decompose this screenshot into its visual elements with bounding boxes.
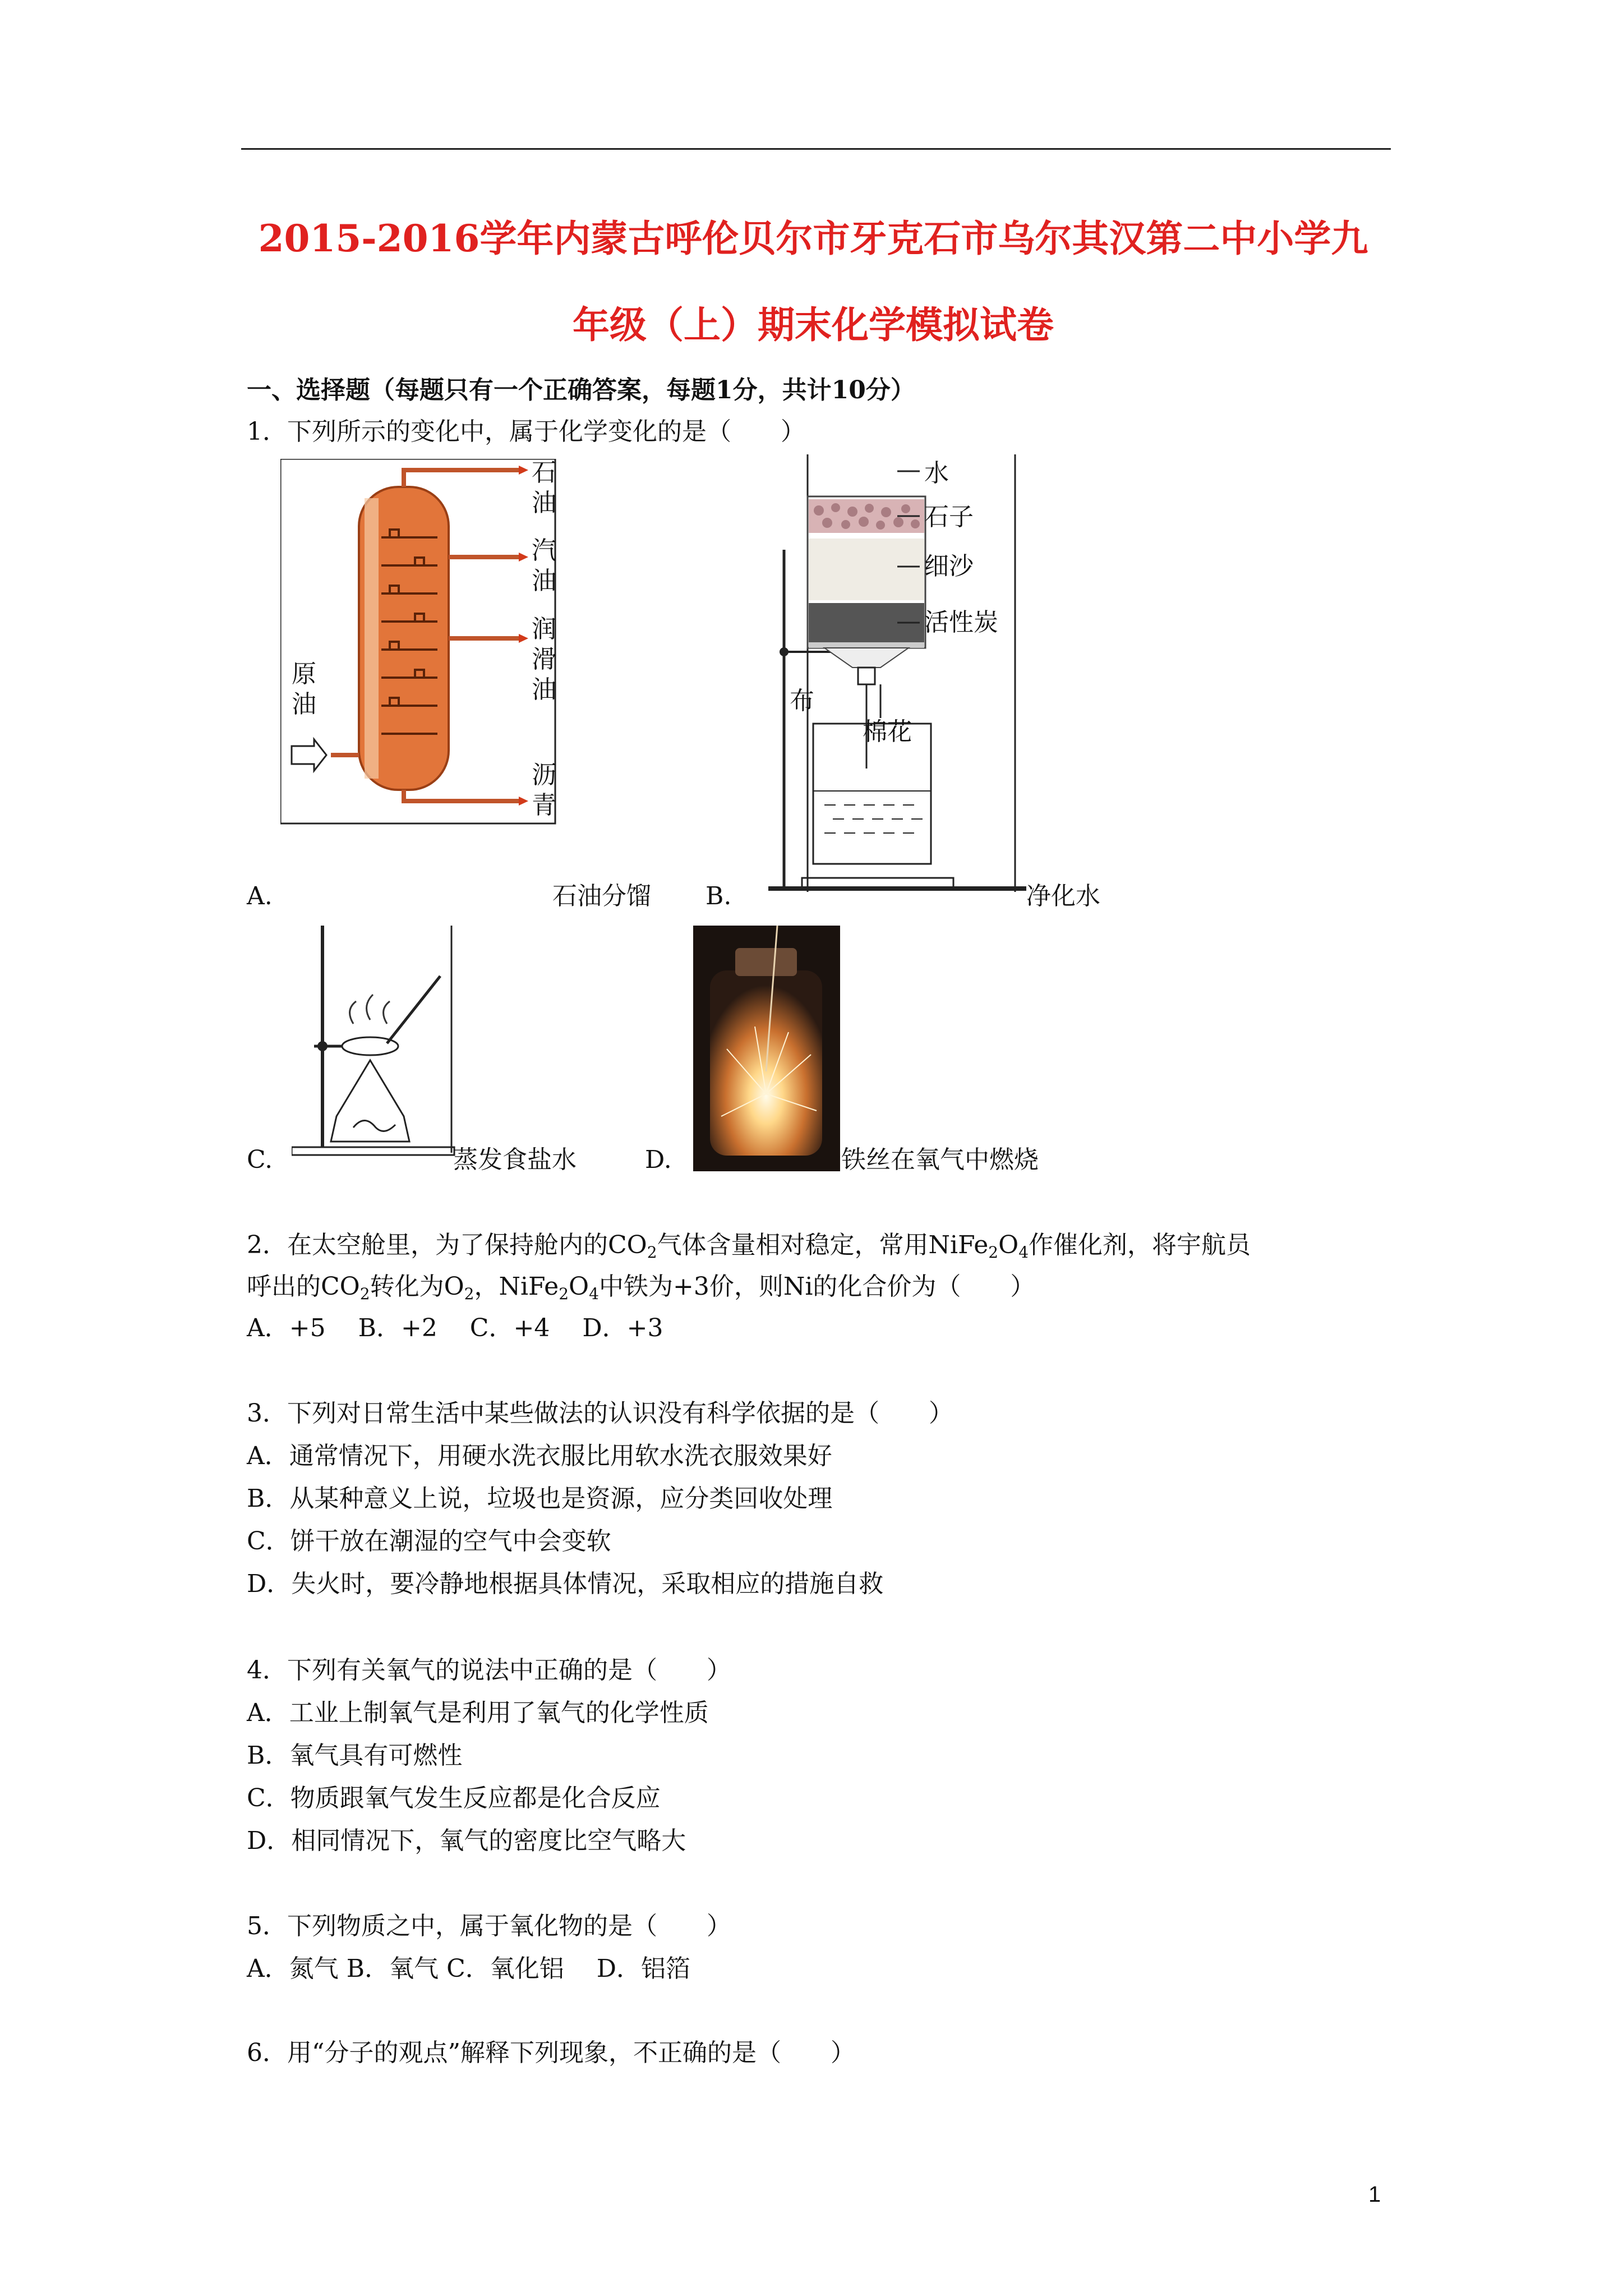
label-water: 水 [924,459,949,487]
q1-option-c-letter: C. [247,1145,273,1174]
page-title-line1: 2015-2016学年内蒙古呼伦贝尔市牙克石市乌尔其汉第二中小学九 [258,217,1368,260]
page-number: 1 [1368,2182,1381,2207]
q4-option-a: A．工业上制氧气是利用了氧气的化学性质 [247,1699,709,1727]
q1-option-b-letter: B. [706,882,732,910]
label-stone: 石子 [924,503,974,531]
alcohol-lamp [331,1060,409,1142]
q6-stem: 6．用“分子的观点”解释下列现象，不正确的是（ ） [247,2039,855,2067]
q1-option-d-letter: D. [645,1145,672,1174]
label-asphalt: 沥青 [532,761,556,820]
q3-option-b: B．从某种意义上说，垃圾也是资源，应分类回收处理 [247,1484,833,1513]
label-petroleum-gas: 石油 [532,458,556,517]
cotton-plug [858,668,875,684]
q1-option-c-text: 蒸发食盐水 [453,1145,577,1174]
glass-rod [387,976,440,1043]
label-gasoline: 汽油 [532,536,556,595]
q4-option-c: C．物质跟氧气发生反应都是化合反应 [247,1784,661,1812]
figure-water-purifier [746,454,1026,898]
q3-option-a: A．通常情况下，用硬水洗衣服比用软水洗衣服效果好 [247,1442,832,1470]
water-dashes [824,805,923,833]
figure-iron-burning [693,926,840,1171]
label-sand: 细沙 [924,552,974,581]
q3-stem: 3．下列对日常生活中某些做法的认识没有科学依据的是（ ） [247,1399,953,1428]
q4-option-b: B．氧气具有可燃性 [247,1741,463,1770]
steam [350,995,390,1024]
label-cotton: 棉花 [863,717,912,746]
arrow-heads [519,466,528,806]
figure-evaporation [292,926,460,1161]
label-cloth: 布 [790,687,814,715]
q1-stem: 1．下列所示的变化中，属于化学变化的是（ ） [247,417,805,446]
q2-options: A．+5 B．+2 C．+4 D．+3 [247,1314,663,1342]
q3-option-d: D．失火时，要冷静地根据具体情况，采取相应的措施自救 [247,1570,884,1598]
label-activated-carbon: 活性炭 [924,608,998,637]
label-crude-oil: 原油 [292,660,316,719]
q4-stem: 4．下列有关氧气的说法中正确的是（ ） [247,1656,731,1685]
section-heading: 一、选择题（每题只有一个正确答案，每题1分，共计10分） [247,376,915,404]
header-rule [241,148,1391,150]
base-plate [292,1147,454,1155]
q5-stem: 5．下列物质之中，属于氧化物的是（ ） [247,1912,731,1940]
label-lubricant: 润滑油 [532,615,556,704]
q4-option-d: D．相同情况下，氧气的密度比空气略大 [247,1826,686,1855]
q1-option-a-letter: A. [247,882,273,910]
crude-inlet-arrow [292,739,326,771]
layer-sand [809,539,924,600]
page-title-line2: 年级（上）期末化学模拟试卷 [573,303,1054,347]
q1-option-b-text: 净化水 [1026,882,1100,910]
q1-option-d-text: 铁丝在氧气中燃烧 [841,1145,1039,1174]
q3-option-c: C．饼干放在潮湿的空气中会变软 [247,1527,611,1556]
figure-distillation-tower [280,459,561,829]
q2-stem-line1: 2．在太空舱里，为了保持舱内的$CO_2$气体含量相对稳定，常用$NiFe_2O_4$作催化剂，将宇航员 [247,1231,1251,1262]
q1-option-a-text: 石油分馏 [552,882,651,910]
q2-stem-line2: 呼出的$CO_2$转化为$O_2$，$NiFe_2O_4$中铁为+3价，则Ni的化合价为（ ） [247,1272,1035,1303]
q5-options: A．氮气 B．氧气 C．氧化铝 D．铝箔 [247,1954,691,1983]
